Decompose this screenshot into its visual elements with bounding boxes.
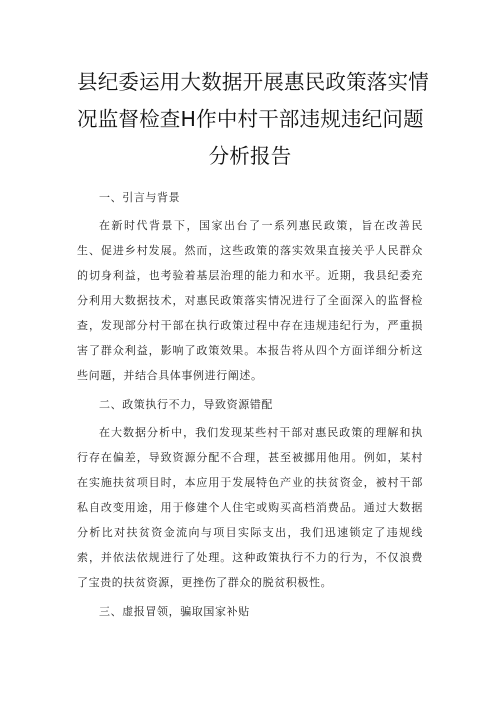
section-heading-false-claims: 三、虚报冒领，骗取国家补贴 <box>99 605 250 618</box>
title-line-3: 分析报告 <box>208 144 292 168</box>
section-heading-policy-execution: 二、政策执行不力，导致资源错配 <box>99 398 273 411</box>
section-paragraph-intro: 在新时代背景下，国家出台了一系列惠民政策，旨在改善民生、促进乡村发展。然而，这些政策的落实效果直接关乎人民群众的切身利益，也考验着基层治理的能力和水平。近期，我县纪委充分利用大数据技术，对惠民政策落实情况进行了全面深入的监督检查，发现部分村干部在执行政策过程中存在违规违纪行为，严重损害了群众利益，影响了政策效果。本报告将从四个方面详细分析这些问题，并结合具体事例进行阐述。 <box>77 219 423 382</box>
title-line-1: 县纪委运用大数据开展惠民政策落实情 <box>77 70 429 94</box>
section-paragraph-policy-execution: 在大数据分析中，我们发现某些村干部对惠民政策的理解和执行存在偏差，导致资源分配不合理，甚至被挪用他用。例如，某村在实施扶贫项目时，本应用于发展特色产业的扶贫资金，被村干部私自改变用途，用于修建个人住宅或购买高档消费品。通过大数据分析比对扶贫资金流向与项目实际支出，我们迅速锁定了违规线索，并依法依规进行了处理。这种政策执行不力的行为，不仅浪费了宝贵的扶贫资源，更挫伤了群众的脱贫积极性。 <box>77 426 423 589</box>
title-line-2: 况监督检查H作中村干部违规违纪问题 <box>77 107 424 131</box>
document-title <box>77 64 429 175</box>
section-heading-intro: 一、引言与背景 <box>99 191 181 204</box>
